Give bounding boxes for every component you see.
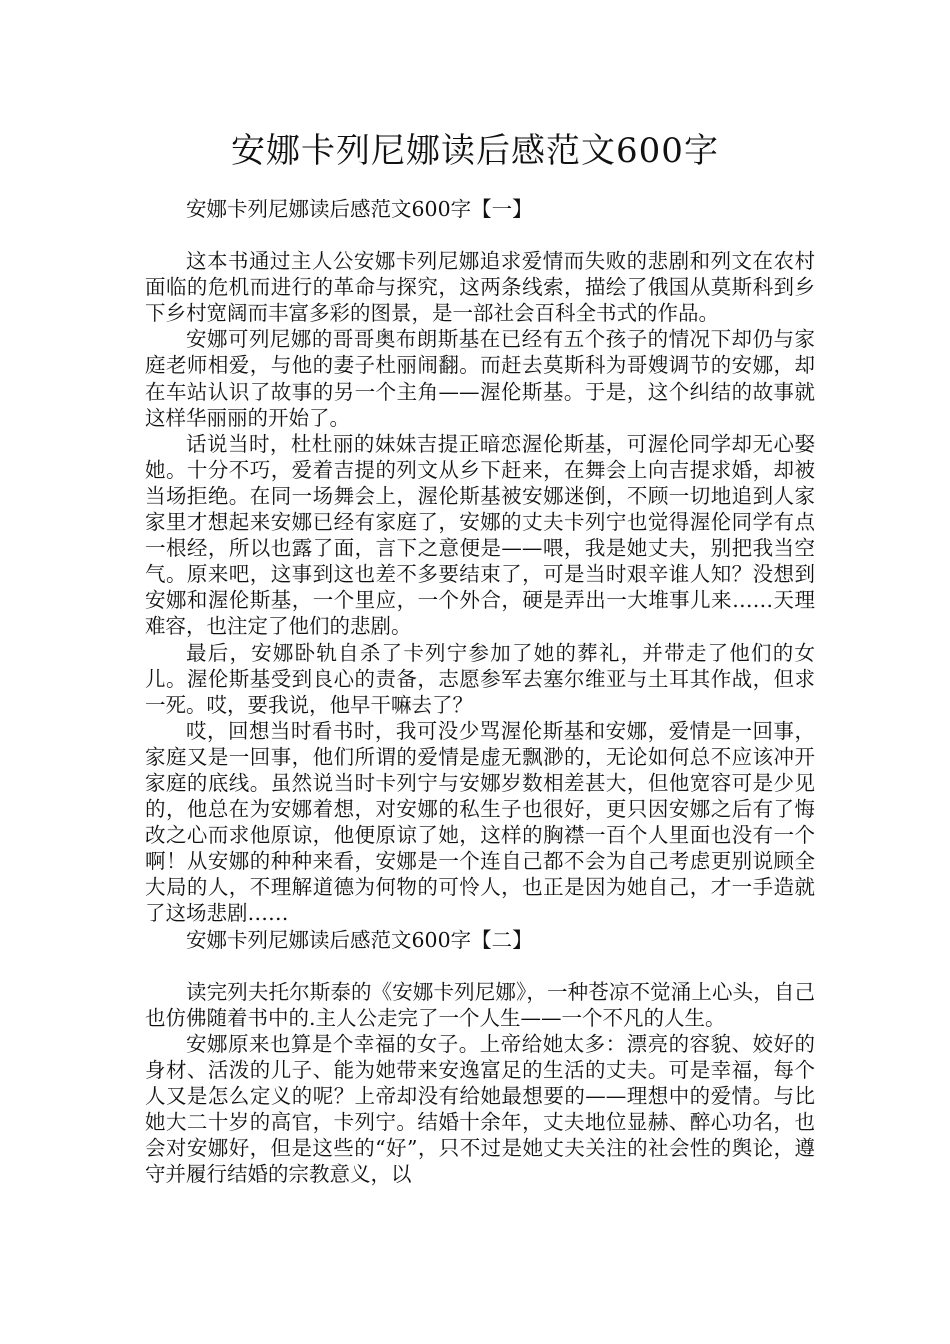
- document-body: [145, 196, 815, 1187]
- paragraph: 安娜可列尼娜的哥哥奥布朗斯基在已经有五个孩子的情况下却仍与家庭老师相爱，与他的妻子杜丽闹翻。而赶去莫斯科为哥嫂调节的安娜，却在车站认识了故事的另一个主角——渥伦斯基。于是，这个纠结的故事就这样华丽丽的开始了。: [145, 327, 815, 430]
- paragraph: 哎，回想当时看书时，我可没少骂渥伦斯基和安娜，爱情是一回事，家庭又是一回事，他们所谓的爱情是虚无飘渺的，无论如何总不应该冲开家庭的底线。虽然说当时卡列宁与安娜岁数相差甚大，但他宽容可是少见的，他总在为安娜着想，对安娜的私生子也很好，更只因安娜之后有了悔改之心而求他原谅，他便原谅了她，这样的胸襟一百个人里面也没有一个啊！从安娜的种种来看，安娜是一个连自己都不会为自己考虑更别说顾全大局的人，不理解道德为何物的可怜人，也正是因为她自己，才一手造就了这场悲剧……: [145, 718, 815, 926]
- paragraph: 话说当时，杜杜丽的妹妹吉提正暗恋渥伦斯基，可渥伦同学却无心娶她。十分不巧，爱着吉提的列文从乡下赶来，在舞会上向吉提求婚，却被当场拒绝。在同一场舞会上，渥伦斯基被安娜迷倒，不顾一切地追到人家家里才想起来安娜已经有家庭了，安娜的丈夫卡列宁也觉得渥伦同学有点一根经，所以也露了面，言下之意便是——喂，我是她丈夫，别把我当空气。原来吧，这事到这也差不多要结束了，可是当时艰辛谁人知？没想到安娜和渥伦斯基，一个里应，一个外合，硬是弄出一大堆事儿来……天理难容，也注定了他们的悲剧。: [145, 431, 815, 639]
- section-heading-2: 安娜卡列尼娜读后感范文600字【二】: [186, 927, 533, 952]
- section-heading-1: 安娜卡列尼娜读后感范文600字【一】: [186, 197, 533, 221]
- paragraph: 这本书通过主人公安娜卡列尼娜追求爱情而失败的悲剧和列文在农村面临的危机而进行的革命与探究，这两条线索，描绘了俄国从莫斯科到乡下乡村宽阔而丰富多彩的图景，是一部社会百科全书式的作品。: [145, 249, 815, 326]
- paragraph: 安娜原来也算是个幸福的女子。上帝给她太多：漂亮的容貌、姣好的身材、活泼的儿子、能为她带来安逸富足的生活的丈夫。可是幸福，每个人又是怎么定义的呢？上帝却没有给她最想要的——理想中的爱情。与比她大二十岁的高官，卡列宁。结婚十余年，丈夫地位显赫、醉心功名，也会对安娜好，但是这些的“好”，只不过是她丈夫关注的社会性的舆论，遵守并履行结婚的宗教意义，以: [145, 1031, 815, 1187]
- paragraph: 最后，安娜卧轨自杀了卡列宁参加了她的葬礼，并带走了他们的女儿。渥伦斯基受到良心的责备，志愿参军去塞尔维亚与土耳其作战，但求一死。哎，要我说，他早干嘛去了？: [145, 640, 815, 717]
- paragraph: 读完列夫托尔斯泰的《安娜卡列尼娜》，一种苍凉不觉涌上心头，自己也仿佛随着书中的.主人公走完了一个人生——一个不凡的人生。: [145, 979, 815, 1030]
- page-title: 安娜卡列尼娜读后感范文600字: [231, 131, 719, 171]
